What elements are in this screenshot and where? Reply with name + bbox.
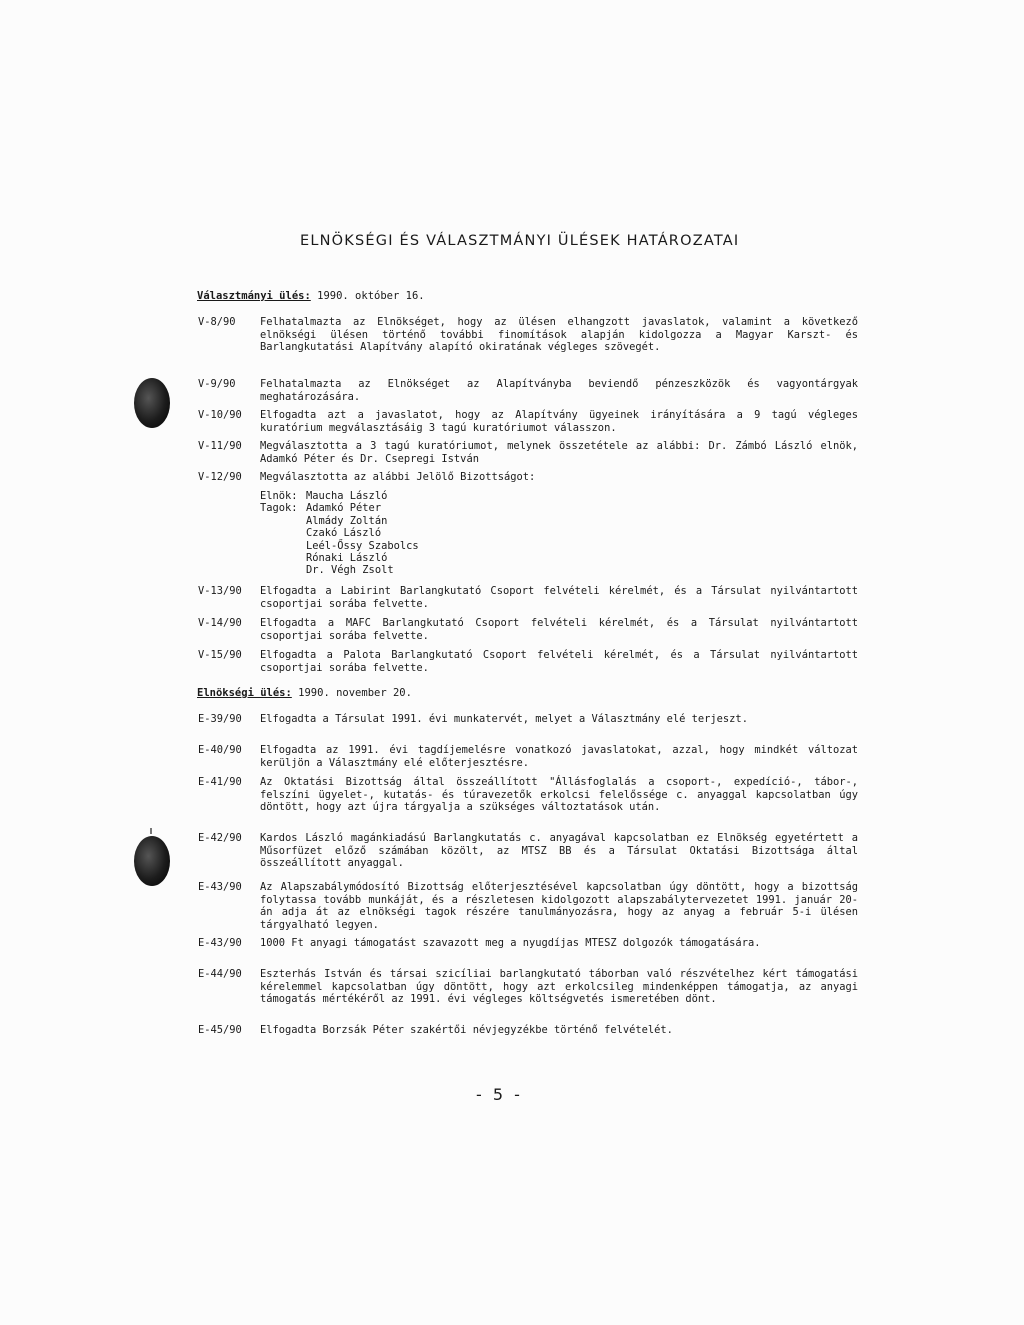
resolution-entry xyxy=(198,881,858,931)
resolution-code: V-11/90 xyxy=(198,440,242,452)
resolution-text: Megválasztotta az alábbi Jelölő Bizottságot: xyxy=(260,471,536,483)
resolution-code: V-15/90 xyxy=(198,649,242,661)
resolution-entry xyxy=(198,409,858,434)
committee-member: Adamkó Péter xyxy=(306,502,382,515)
resolution-text: Megválasztotta a 3 tagú kuratóriumot, melynek összetétele az alábbi: Dr. Zámbó László elnök, Adamkó Péter és Dr. Csepregi István xyxy=(260,440,858,465)
section-date: 1990. október 16. xyxy=(317,290,425,302)
resolution-text: Elfogadta az 1991. évi tagdíjemelésre vonatkozó javaslatokat, azzal, hogy mindkét változat kerüljön a Választmány elé előterjesztésre. xyxy=(260,744,858,769)
resolution-entry xyxy=(198,617,858,642)
resolution-text: 1000 Ft anyagi támogatást szavazott meg a nyugdíjas MTESZ dolgozók támogatására. xyxy=(260,937,761,949)
resolution-text: Felhatalmazta az Elnökséget az Alapítványba beviendő pénzeszközök és vagyontárgyak meghatározására. xyxy=(260,378,858,403)
section-heading-valasztmanyi xyxy=(197,290,425,302)
resolution-entry xyxy=(198,1024,858,1037)
resolution-text: Elfogadta a Társulat 1991. évi munkatervét, melyet a Választmány elé terjeszt. xyxy=(260,713,748,725)
resolution-code: E-39/90 xyxy=(198,713,242,725)
document-title: ELNÖKSÉGI ÉS VÁLASZTMÁNYI ÜLÉSEK HATÁROZATAI xyxy=(300,233,740,249)
resolution-text: Az Oktatási Bizottság által összeállított "Állásfoglalás a csoport-, expedíció-, tábor-, felszíni ügyelet-, kutatás- és túravezetők erkolcsi felelőssége c. anyaggal kapcsolatban úgy döntött, hogy azt újra tárgyalja a szükséges változtatások után. xyxy=(260,776,858,814)
resolution-entry xyxy=(198,744,858,769)
scan-speck xyxy=(150,828,152,834)
resolution-text: Elfogadta Borzsák Péter szakértői névjegyzékbe történő felvételét. xyxy=(260,1024,673,1036)
resolution-entry xyxy=(198,585,858,610)
resolution-entry xyxy=(198,776,858,814)
page-number: - 5 - xyxy=(476,1085,523,1104)
resolution-entry xyxy=(198,378,858,403)
resolution-text: Eszterhás István és társai szicíliai barlangkutató táborban való részvételhez kért támogatási kérelemmel kapcsolatban úgy döntött, hogy azt erkolcsileg mindenképpen támogatja, az anyagi támogatás mértékéről az 1991. évi végleges költségvetés ismeretében dönt. xyxy=(260,968,858,1006)
resolution-text: Elfogadta azt a javaslatot, hogy az Alapítvány ügyeinek irányítására a 9 tagú végleges kuratórium megválasztásáig 3 tagú kuratóriumot válasszon. xyxy=(260,409,858,434)
members-label: Tagok: xyxy=(260,502,298,515)
resolution-code: E-43/90 xyxy=(198,881,242,893)
resolution-code: V-8/90 xyxy=(198,316,236,328)
resolution-code: V-9/90 xyxy=(198,378,236,390)
committee-member: Rónaki László xyxy=(306,552,388,565)
resolution-text: Elfogadta a MAFC Barlangkutató Csoport felvételi kérelmét, és a Társulat nyilvántartott csoportjai sorába felvette. xyxy=(260,617,858,642)
resolution-code: E-40/90 xyxy=(198,744,242,756)
resolution-code: V-13/90 xyxy=(198,585,242,597)
resolution-code: E-41/90 xyxy=(198,776,242,788)
resolution-text: Az Alapszabálymódosító Bizottság előterjesztésével kapcsolatban úgy döntött, hogy a bizottság folytassa tovább munkáját, és a részletesen kidolgozott alapszabálytervezetet 1991. január 20-án adja át az elnökségi tagok részére tanulmányozásra, hogy az anyag a február 5-i ülésen tárgyalható legyen. xyxy=(260,881,858,931)
section-label: Választmányi ülés: xyxy=(197,290,311,302)
chair-label: Elnök: xyxy=(260,490,298,502)
resolution-entry xyxy=(198,471,858,484)
resolution-text: Kardos László magánkiadású Barlangkutatás c. anyagával kapcsolatban ez Elnökség egyetértett a Műsorfüzet előző számában közölt, az MTSZ BB és a Társulat Oktatási Bizottsága által összeállított anyaggal. xyxy=(260,832,858,870)
resolution-text: Elfogadta a Palota Barlangkutató Csoport felvételi kérelmét, és a Társulat nyilvántartott csoportjai sorába felvette. xyxy=(260,649,858,674)
resolution-entry xyxy=(198,832,858,870)
resolution-code: E-43/90 xyxy=(198,937,242,949)
committee-chair: Maucha László xyxy=(306,490,388,502)
resolution-entry xyxy=(198,440,858,465)
resolution-code: V-12/90 xyxy=(198,471,242,483)
resolution-code: E-45/90 xyxy=(198,1024,242,1036)
resolution-text: Felhatalmazta az Elnökséget, hogy az ülésen elhangzott javaslatok, valamint a következő elnökségi ülésen történő további finomítások alapján kidolgozza a Magyar Karszt- és Barlangkutatási Alapítvány alapító okiratának végleges szövegét. xyxy=(260,316,858,354)
resolution-entry xyxy=(198,316,858,354)
punch-hole-upper xyxy=(134,378,170,428)
committee-member: Leél-Őssy Szabolcs xyxy=(306,539,419,552)
resolution-text: Elfogadta a Labirint Barlangkutató Csoport felvételi kérelmét, és a Társulat nyilvántartott csoportjai sorába felvette. xyxy=(260,585,858,610)
committee-member: Dr. Végh Zsolt xyxy=(306,564,394,577)
nominating-committee xyxy=(260,490,419,577)
resolution-entry xyxy=(198,937,858,950)
resolution-entry xyxy=(198,649,858,674)
section-date: 1990. november 20. xyxy=(298,687,412,699)
resolution-code: V-14/90 xyxy=(198,617,242,629)
punch-hole-lower xyxy=(134,836,170,886)
committee-member: Czakó László xyxy=(306,527,382,540)
section-label: Elnökségi ülés: xyxy=(197,687,292,699)
resolution-entry xyxy=(198,713,858,726)
resolution-entry xyxy=(198,968,858,1006)
resolution-code: V-10/90 xyxy=(198,409,242,421)
resolution-code: E-42/90 xyxy=(198,832,242,844)
section-heading-elnoksegi xyxy=(197,687,412,699)
committee-member: Almády Zoltán xyxy=(306,514,388,527)
resolution-code: E-44/90 xyxy=(198,968,242,980)
